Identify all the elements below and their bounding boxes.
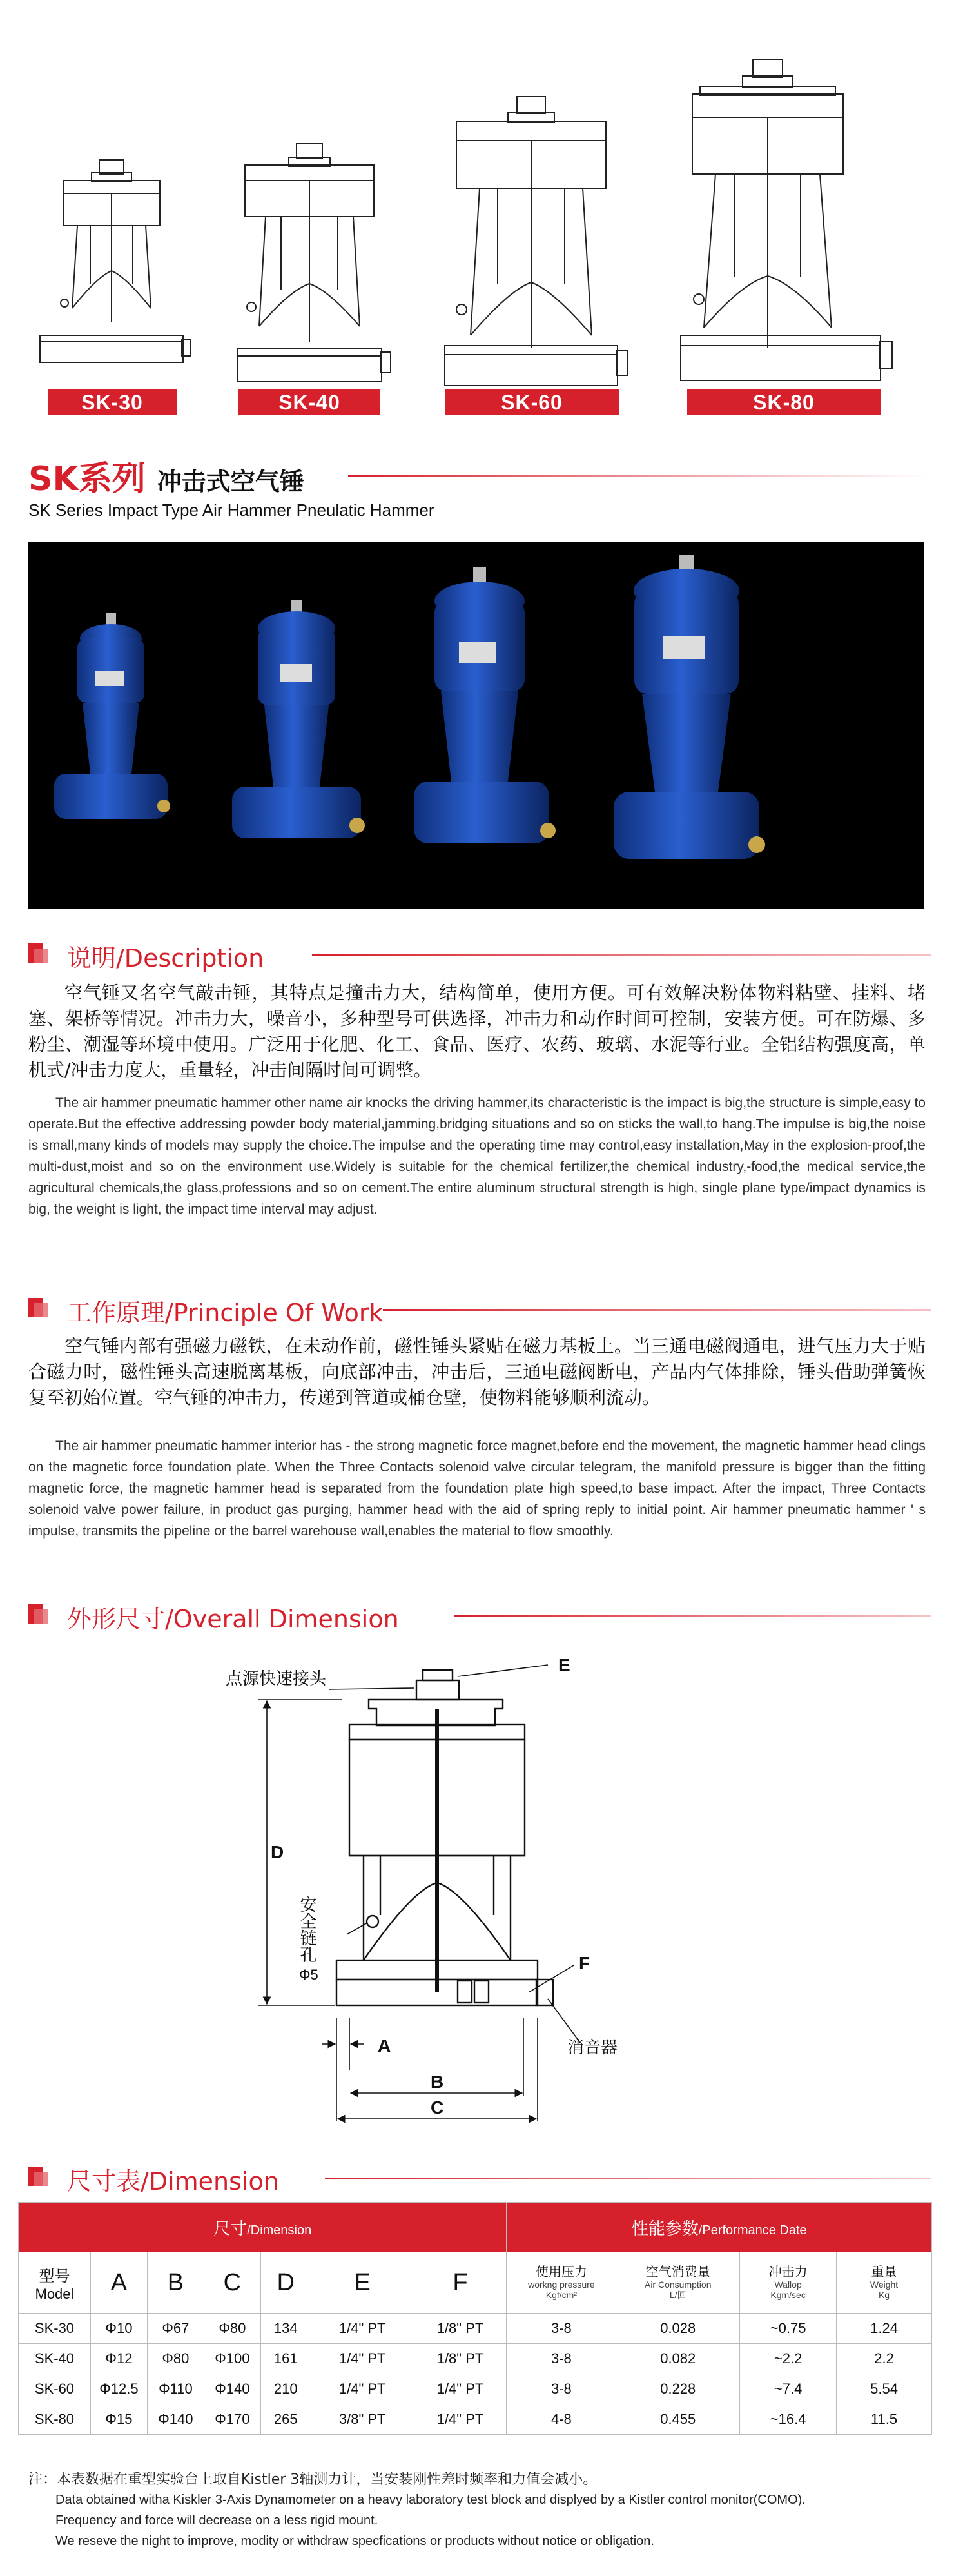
dim-label-b: B bbox=[431, 2072, 444, 2092]
muffler-label: 消音器 bbox=[567, 2038, 618, 2058]
section-rule bbox=[454, 1615, 931, 1617]
model-tag-sk80: SK-80 bbox=[687, 389, 881, 415]
principle-heading bbox=[28, 1293, 931, 1325]
description-heading bbox=[28, 938, 931, 970]
col-e: E bbox=[311, 2252, 414, 2314]
table-heading-text: 尺寸表/Dimension bbox=[67, 2167, 279, 2196]
note-en-1: Data obtained witha Kiskler 3-Axis Dynamometer on a heavy laboratory test block and displyed by a Kistler control monitor(COMO). bbox=[55, 2493, 806, 2507]
group-dimension: 尺寸/Dimension bbox=[19, 2203, 507, 2252]
model-tag-sk60: SK-60 bbox=[445, 389, 619, 415]
table-row: SK-40 Φ12 Φ80 Φ100 161 1/4" PT 1/8" PT 3-8 0.082 ~2.2 2.2 bbox=[19, 2344, 932, 2374]
table-group-header bbox=[19, 2203, 932, 2252]
overall-heading bbox=[28, 1599, 931, 1631]
col-weight: 重量 Weight Kg bbox=[837, 2252, 932, 2314]
sk30-drawing bbox=[40, 160, 191, 362]
description-en: The air hammer pneumatic hammer other name air knocks the driving hammer,its characteristic is the impact is big,the structure is simple,easy to operate.But the effective addressing powder body material,jamming,bridging situations and so on sticks the wall,to hang.The impulse is big,the noise is small,many kinds of models may supply the choice.The impulse and the operating time may control,easy installation,May in the explosion-proof,the multi-dust,moist and so on the environment use.Widely is suitable for the chemical fertilizer,the chemical industry,-food,the medical service,the agricultural chemicals,the glass,professions and so on cement.The entire aluminum structural strength is high, single plane type/impact dynamics is big, the weight is light, the impact time interval may adjust. bbox=[28, 1096, 926, 1217]
table-heading bbox=[28, 2161, 931, 2194]
col-air: 空气消费量 Air Consumption L/回 bbox=[616, 2252, 740, 2314]
section-rule bbox=[312, 954, 931, 956]
dim-label-d: D bbox=[271, 1842, 284, 1862]
hammer-photo-sk40 bbox=[232, 600, 365, 838]
principle-en: The air hammer pneumatic hammer interior has - the strong magnetic force magnet,before end the movement, the magnetic hammer head clings on the magnetic force foundation plate. When the Three Contacts solenoid valve circular telegram, the manifold pressure is bigger than the fitting magnetic force, the magnetic hammer head is separated from the foundation plate high speed,to base impact. After the impact, Three Contacts solenoid valve power failure, in product gas purging, hammer head with the aid of spring reply to initial point. Air hammer pneumatic hammer ' s impulse, transmits the pipeline or the barrel warehouse wall,enables the material to flow smoothly. bbox=[28, 1439, 926, 1539]
principle-heading-text: 工作原理/Principle Of Work bbox=[67, 1299, 384, 1327]
sk40-drawing bbox=[237, 143, 391, 382]
product-photo bbox=[28, 542, 924, 909]
col-a: A bbox=[90, 2252, 147, 2314]
product-line-drawings bbox=[0, 0, 954, 413]
section-marker bbox=[28, 2167, 43, 2186]
hammer-photo-sk60 bbox=[414, 567, 556, 843]
safety-hole-label: 安全链孔 bbox=[297, 1896, 316, 1963]
table-row: SK-30 Φ10 Φ67 Φ80 134 1/4" PT 1/8" PT 3-8 0.028 ~0.75 1.24 bbox=[19, 2314, 932, 2344]
model-tag-sk40: SK-40 bbox=[238, 389, 380, 415]
col-b: B bbox=[147, 2252, 204, 2314]
table-row: SK-60 Φ12.5 Φ110 Φ140 210 1/4" PT 1/4" PT 3-8 0.228 ~7.4 5.54 bbox=[19, 2374, 932, 2404]
model-tag-sk30: SK-30 bbox=[48, 389, 177, 415]
dim-label-c: C bbox=[431, 2098, 444, 2118]
dim-label-e: E bbox=[558, 1655, 570, 1675]
dimension-drawing bbox=[226, 1655, 735, 2147]
col-impact: 冲击力 Wallop Kgm/sec bbox=[740, 2252, 837, 2314]
description-cn: 空气锤又名空气敲击锤，其特点是撞击力大，结构简单，使用方便。可有效解决粉体物料粘壁、挂料、堵塞、架桥等情况。冲击力大，噪音小，多种型号可供选择，冲击力和动作时间可控制，安装方便。可在防爆、多粉尘、潮湿等环境中使用。广泛用于化肥、化工、食品、医疗、农药、玻璃、水泥等行业。全铝结构强度高，单机式/冲击力度大，重量轻，冲击间隔时间可调整。 bbox=[28, 982, 926, 1081]
col-d: D bbox=[260, 2252, 311, 2314]
hammer-photo-sk30 bbox=[54, 613, 170, 819]
description-heading-text: 说明/Description bbox=[67, 944, 264, 972]
section-marker bbox=[28, 943, 43, 963]
sk60-drawing bbox=[445, 97, 628, 386]
product-photo-art bbox=[28, 542, 924, 909]
col-c: C bbox=[204, 2252, 260, 2314]
col-model: 型号 Model bbox=[19, 2252, 91, 2314]
hammer-photo-sk80 bbox=[614, 555, 765, 859]
sk80-drawing bbox=[681, 59, 892, 380]
section-rule bbox=[325, 2178, 931, 2179]
title-rule bbox=[348, 475, 928, 477]
note-en-2: Frequency and force will decrease on a less rigid mount. bbox=[55, 2513, 378, 2528]
table-column-header bbox=[19, 2252, 932, 2314]
group-performance: 性能参数/Performance Date bbox=[507, 2203, 932, 2252]
section-marker bbox=[28, 1604, 43, 1624]
series-title bbox=[28, 451, 304, 500]
dim-label-a: A bbox=[378, 2036, 391, 2056]
section-marker bbox=[28, 1298, 43, 1317]
col-pressure: 使用压力 workng pressure Kgf/cm² bbox=[507, 2252, 616, 2314]
series-title-red: SK系列 bbox=[28, 460, 146, 498]
series-title-black: 冲击式空气锤 bbox=[157, 467, 304, 496]
series-subtitle: SK Series Impact Type Air Hammer Pneulatic Hammer bbox=[28, 500, 434, 520]
overall-heading-text: 外形尺寸/Overall Dimension bbox=[67, 1605, 399, 1633]
section-rule bbox=[383, 1309, 931, 1311]
principle-cn: 空气锤内部有强磁力磁铁，在未动作前，磁性锤头紧贴在磁力基板上。当三通电磁阀通电，进气压力大于贴合磁力时，磁性锤头高速脱离基板，向底部冲击，冲击后，三通电磁阀断电，产品内气体排除，锤头借助弹簧恢复至初始位置。空气锤的冲击力，传递到管道或桶仓壁，使物料能够顺利流动。 bbox=[28, 1335, 926, 1408]
dim-label-f: F bbox=[579, 1953, 590, 1973]
note-cn: 注：本表数据在重型实验台上取自Kistler 3轴测力计，当安装刚性差时频率和力值会减小。 bbox=[28, 2472, 598, 2488]
note-en-3: We reseve the night to improve, modity or withdraw specfications or products without notice or obligation. bbox=[55, 2534, 654, 2548]
col-f: F bbox=[414, 2252, 507, 2314]
safety-hole-dia: Φ5 bbox=[299, 1967, 318, 1983]
quick-connector-label: 点源快速接头 bbox=[226, 1669, 327, 1689]
table-row: SK-80 Φ15 Φ140 Φ170 265 3/8" PT 1/4" PT 4-8 0.455 ~16.4 11.5 bbox=[19, 2404, 932, 2435]
dimension-table bbox=[18, 2202, 932, 2435]
